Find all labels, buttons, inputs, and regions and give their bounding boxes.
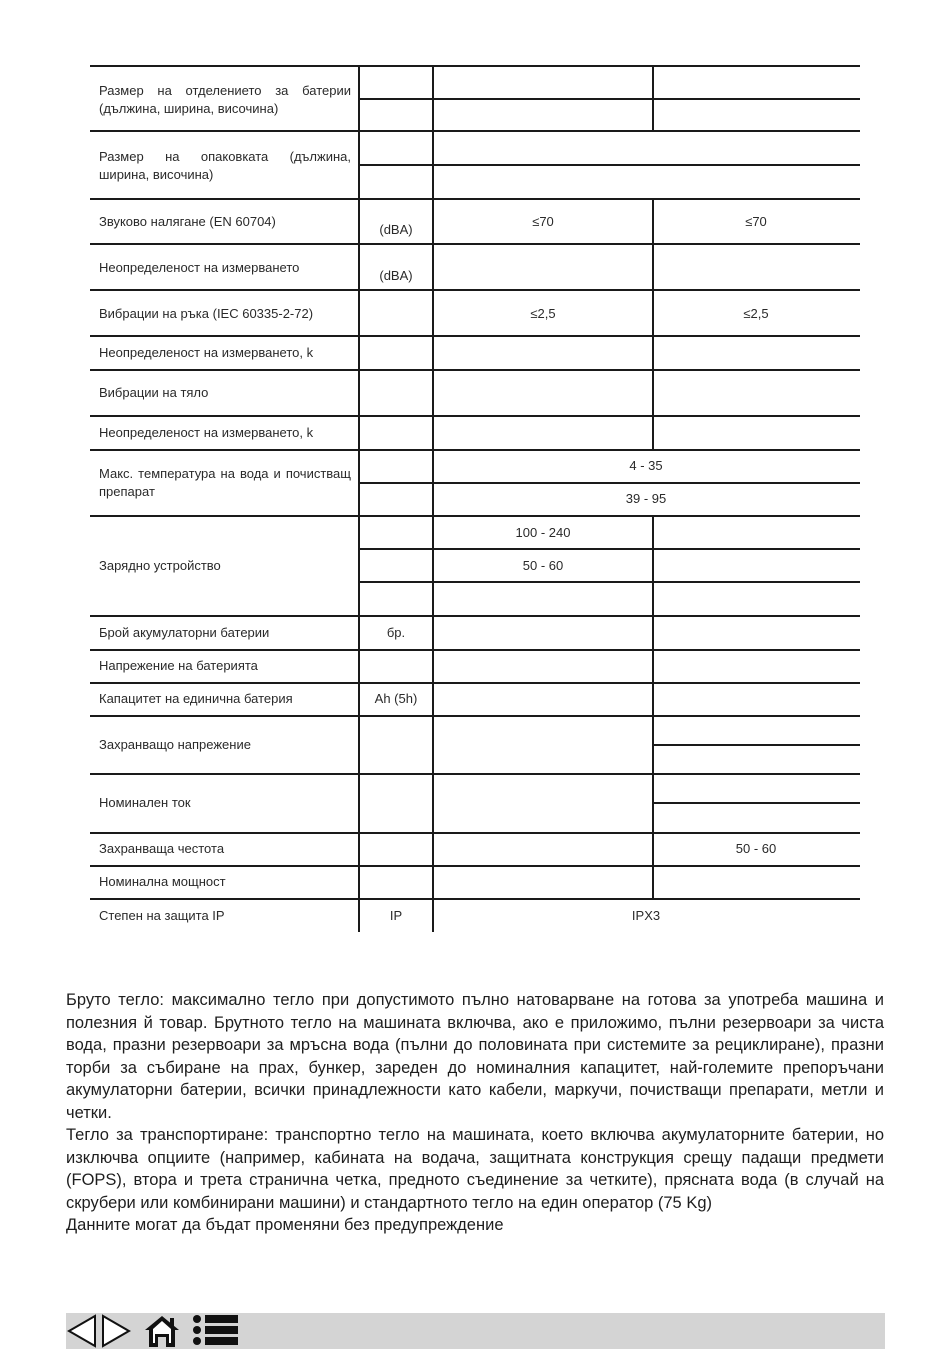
value-cell: 50 - 60 bbox=[735, 841, 777, 856]
row-label: Макс. температура на вода и почистващ препарат bbox=[99, 466, 351, 499]
row-label: Захранващо напрежение bbox=[99, 737, 251, 752]
row-label: Неопределеност на измерването bbox=[99, 260, 300, 275]
table-rule bbox=[90, 415, 860, 417]
row-label: Вибрации на тяло bbox=[99, 385, 209, 400]
value-cell: 4 - 35 bbox=[629, 458, 663, 473]
row-label: Капацитет на единична батерия bbox=[99, 691, 293, 706]
table-rule bbox=[652, 802, 860, 804]
table-rule bbox=[90, 615, 860, 617]
row-label: Степен на защита IP bbox=[99, 908, 225, 923]
table-rule bbox=[90, 243, 860, 245]
row-unit: Ah (5h) bbox=[374, 691, 418, 706]
notes-section bbox=[66, 989, 884, 1237]
table-rule bbox=[90, 289, 860, 291]
table-rule bbox=[90, 130, 860, 132]
value-cell: ≤2,5 bbox=[743, 306, 769, 321]
table-rule bbox=[90, 369, 860, 371]
row-unit: бр. bbox=[386, 625, 406, 640]
table-rule bbox=[90, 832, 860, 834]
value-cell: 39 - 95 bbox=[625, 491, 667, 506]
table-divider bbox=[358, 66, 360, 932]
table-rule bbox=[90, 449, 860, 451]
row-label: Захранваща честота bbox=[99, 841, 225, 856]
table-rule bbox=[90, 335, 860, 337]
table-divider bbox=[652, 866, 654, 899]
row-label: Неопределеност на измерването, k bbox=[99, 425, 314, 440]
row-label: Размер на отделението за батерии (дължина, ширина, височина) bbox=[99, 83, 351, 116]
value-cell: ≤70 bbox=[532, 214, 554, 229]
table-rule bbox=[90, 715, 860, 717]
value-cell: 100 - 240 bbox=[515, 525, 571, 540]
home-icon[interactable] bbox=[142, 1313, 182, 1349]
row-unit: (dBA) bbox=[379, 268, 413, 283]
row-label: Брой акумулаторни батерии bbox=[99, 625, 270, 640]
table-rule bbox=[90, 198, 860, 200]
row-label: Номинална мощност bbox=[99, 874, 226, 889]
contents-list-icon[interactable] bbox=[192, 1313, 240, 1349]
previous-page-icon[interactable] bbox=[66, 1313, 98, 1349]
disclaimer-note: Данните могат да бъдат променяни без предупреждение bbox=[66, 1216, 504, 1234]
next-page-icon[interactable] bbox=[100, 1313, 132, 1349]
table-rule bbox=[90, 898, 860, 900]
row-label: Неопределеност на измерването, k bbox=[99, 345, 314, 360]
table-rule bbox=[90, 682, 860, 684]
row-label: Номинален ток bbox=[99, 795, 191, 810]
value-cell: IPX3 bbox=[631, 908, 661, 923]
table-rule bbox=[90, 65, 860, 67]
row-label: Зарядно устройство bbox=[99, 558, 221, 573]
table-divider bbox=[652, 66, 654, 132]
navigation-bar bbox=[66, 1313, 885, 1349]
table-rule bbox=[90, 649, 860, 651]
row-label: Напрежение на батерията bbox=[99, 658, 258, 673]
table-rule bbox=[652, 744, 860, 746]
row-unit: IP bbox=[389, 908, 403, 923]
table-rule bbox=[90, 773, 860, 775]
transport-weight-note: Тегло за транспортиране: транспортно тегло на машината, което включва акумулаторните батерии, но изключва опциите (например, кабината на водача, защитната конструкция срещу падащи предмети (FOPS), втора и трета странична четка, предното съединение за четките), прясната вода (в случай на скрубери или комбинирани машини) и стандартното тегло на един оператор (75 Kg) bbox=[66, 1126, 884, 1212]
value-cell: ≤2,5 bbox=[530, 306, 556, 321]
gross-weight-note: Бруто тегло: максимално тегло при допустимото пълно натоварване на готова за употреба машина и полезния й товар. Брутното тегло на машината включва, ако е приложимо, пълни резервоари за чиста вода, празни резервоари за мръсна вода (пълни до половината при системите за рециклиране), празни торби за събиране на прах, бункер, зареден до номиналния капацитет, най-големите препоръчани акумулаторни батерии, всички принадлежности като кабели, маркучи, почистващи препарати, метли и четки. bbox=[66, 991, 884, 1122]
table-divider bbox=[652, 516, 654, 866]
row-label: Размер на опаковката (дължина, ширина, височина) bbox=[99, 149, 351, 182]
value-cell: ≤70 bbox=[745, 214, 767, 229]
table-rule bbox=[90, 515, 860, 517]
row-label: Звуково налягане (EN 60704) bbox=[99, 214, 276, 229]
row-unit: (dBA) bbox=[379, 222, 413, 237]
row-label: Вибрации на ръка (IEC 60335-2-72) bbox=[99, 306, 314, 321]
value-cell: 50 - 60 bbox=[522, 558, 564, 573]
table-divider bbox=[652, 199, 654, 450]
table-rule bbox=[90, 865, 860, 867]
